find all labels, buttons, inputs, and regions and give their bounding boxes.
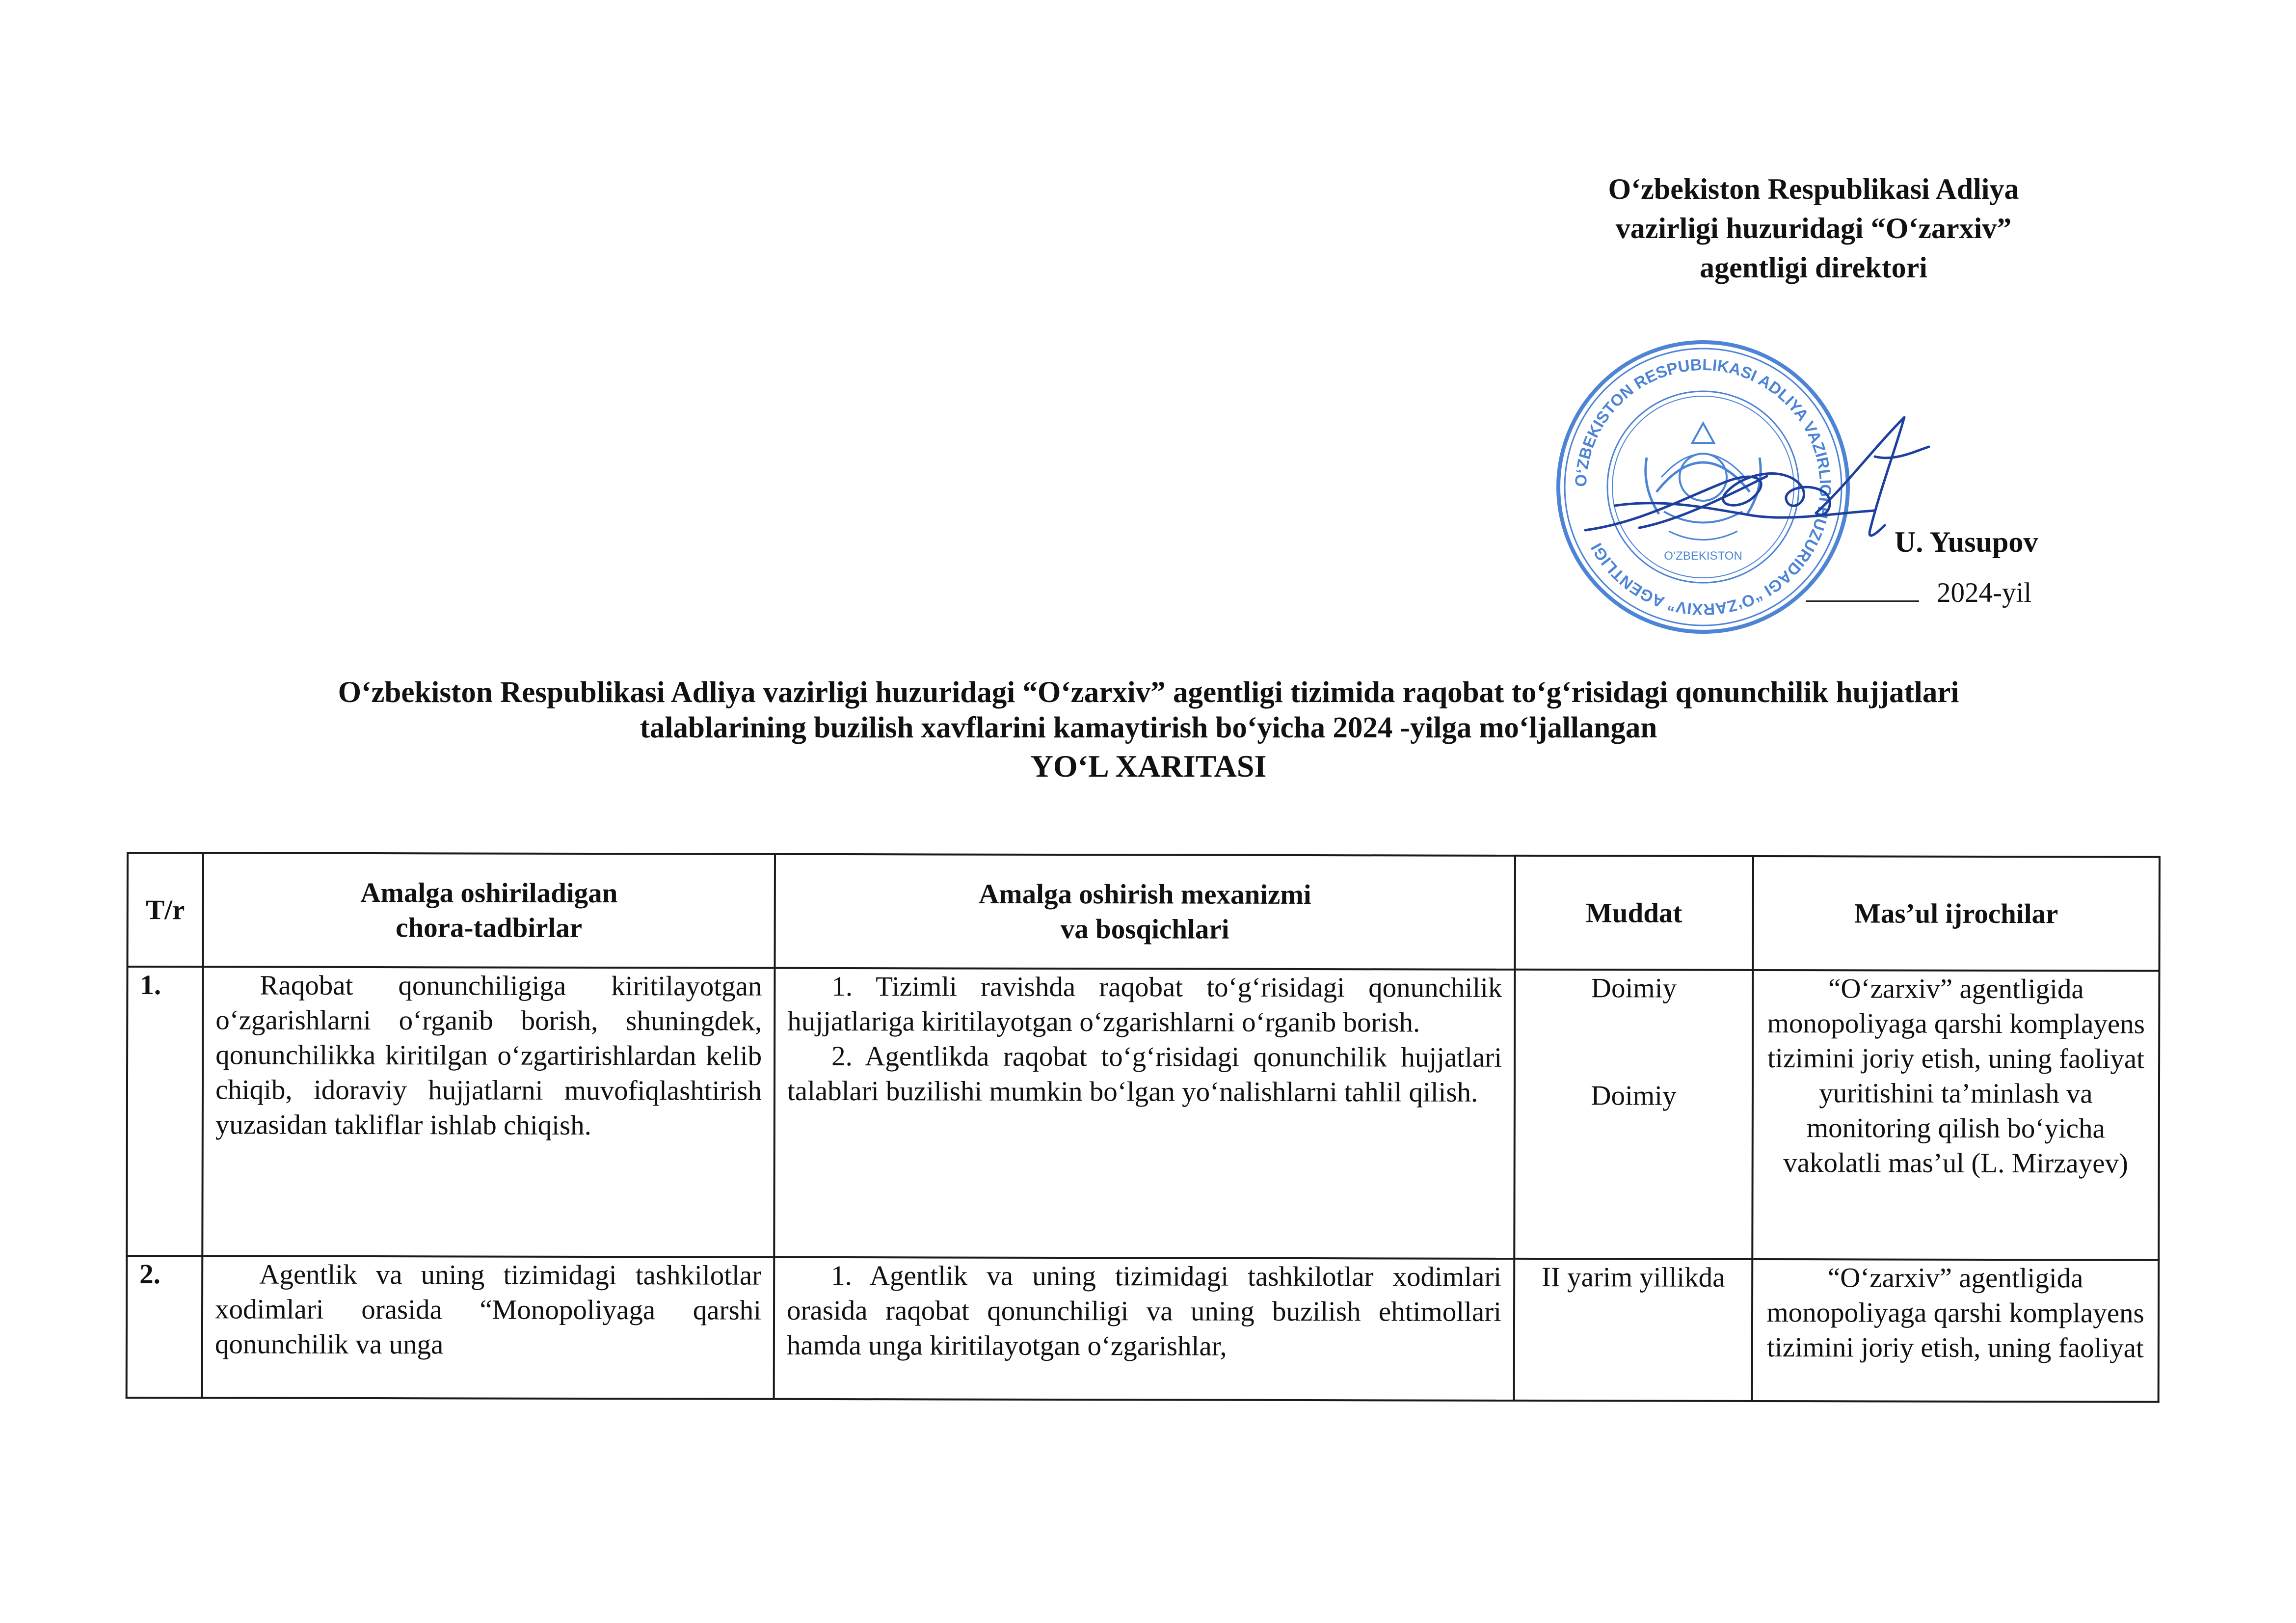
row-measure [202,1256,774,1399]
mechanism-step-1: 1. Agentlik va uning tizimidagi tashkilotlar xodimlari orasida raqobat qonunchiligi va uning buzilish ehtimollari hamda unga kiritilayotgan o‘zgarishlar, [786,1260,1502,1362]
approval-line-3: agentligi direktori [1700,251,1927,284]
title-line-2: talablarining buzilish xavflarini kamaytirish bo‘yicha 2024 -yilga mo‘ljallangan [640,711,1657,744]
header-mechanism-line-1: Amalga oshirish mexanizmi [978,878,1311,911]
deadline-1: Doimiy [1591,973,1677,1004]
document-title [147,675,2150,784]
approval-date [1806,577,2031,609]
row-mechanism [774,968,1515,1259]
row-responsible: “O‘zarxiv” agentligida monopoliyaga qarshi komplayens tizimini joriy etish, uning faoliyat yuritishini ta’minlash va monitoring qilish bo‘yicha vakolatli mas’ul (L. Mirzayev) [1752,970,2159,1260]
measure-text: Agentlik va uning tizimidagi tashkilotlar xodimlari orasida “Monopoliyaga qarshi qonunchilik va unga [214,1259,762,1360]
approval-block [1522,169,2106,287]
row-number: 1. [127,967,203,1256]
signer-name: U. Yusupov [1895,526,2038,558]
header-mechanism [775,854,1515,970]
mechanism-step-1: 1. Tizimli ravishda raqobat to‘g‘risidagi qonunchilik hujjatlariga kiritilayotgan o‘zgarishlarni o‘rganib borish. [787,971,1502,1038]
row-responsible: “O‘zarxiv” agentligida monopoliyaga qarshi komplayens tizimini joriy etish, uning faoliyat [1752,1259,2159,1402]
approval-date-text: 2024-yil [1937,577,2032,608]
header-measures-line-2: chora-tadbirlar [396,912,583,944]
measure-text: Raqobat qonunchiligiga kiritilayotgan o‘zgarishlarni o‘rganib borish, shuningdek, qonunchilikka kiritilgan o‘zgartirishlardan kelib chiqib, idoraviy hujjatlarni muvofiqlashtirish yuzasidan takliflar ishlab chiqish. [215,970,762,1141]
header-mechanism-line-2: va bosqichlari [1060,913,1229,945]
row-number: 2. [127,1256,203,1398]
table-row [127,967,2159,1260]
header-num: T/r [128,853,203,967]
title-heading: YO‘L XARITASI [1030,749,1267,784]
header-responsible: Mas’ul ijrochilar [1753,856,2160,971]
header-deadline: Muddat [1515,856,1753,970]
approval-line-1: O‘zbekiston Respublikasi Adliya [1608,173,2019,205]
header-measures [203,853,775,968]
mechanism-step-2: 2. Agentlikda raqobat to‘g‘risidagi qonunchilik hujjatlari talablari buzilishi mumkin bo‘lgan yo‘nalishlarni tahlil qilish. [787,1041,1502,1108]
stamp-ring-textpath: O‘ZBEKISTON RESPUBLIKASI ADLIYA VAZIRLIGI HUZURIDAGI “O‘ZARXIV” AGENTLIGI [1571,355,1835,619]
deadline-2: Doimiy [1591,1080,1677,1111]
row-measure [202,967,774,1257]
title-line-1: O‘zbekiston Respublikasi Adliya vazirligi huzuridagi “O‘zarxiv” agentligi tizimida raqobat to‘g‘risidagi qonunchilik hujjatlari [338,676,1959,709]
row-deadline: II yarim yillikda [1514,1259,1753,1401]
row-mechanism [774,1257,1515,1401]
date-blank-line [1806,600,1919,602]
table-header-row [128,853,2160,971]
signature [1580,407,1934,560]
roadmap-table [126,852,2161,1403]
approval-line-2: vazirligi huzuridagi “O‘zarxiv” [1615,212,2012,244]
header-measures-line-1: Amalga oshiriladigan [360,877,618,909]
stamp-center-text: O‘ZBEKISTON [1664,549,1742,563]
table-row [127,1256,2159,1402]
row-deadline [1514,970,1753,1259]
